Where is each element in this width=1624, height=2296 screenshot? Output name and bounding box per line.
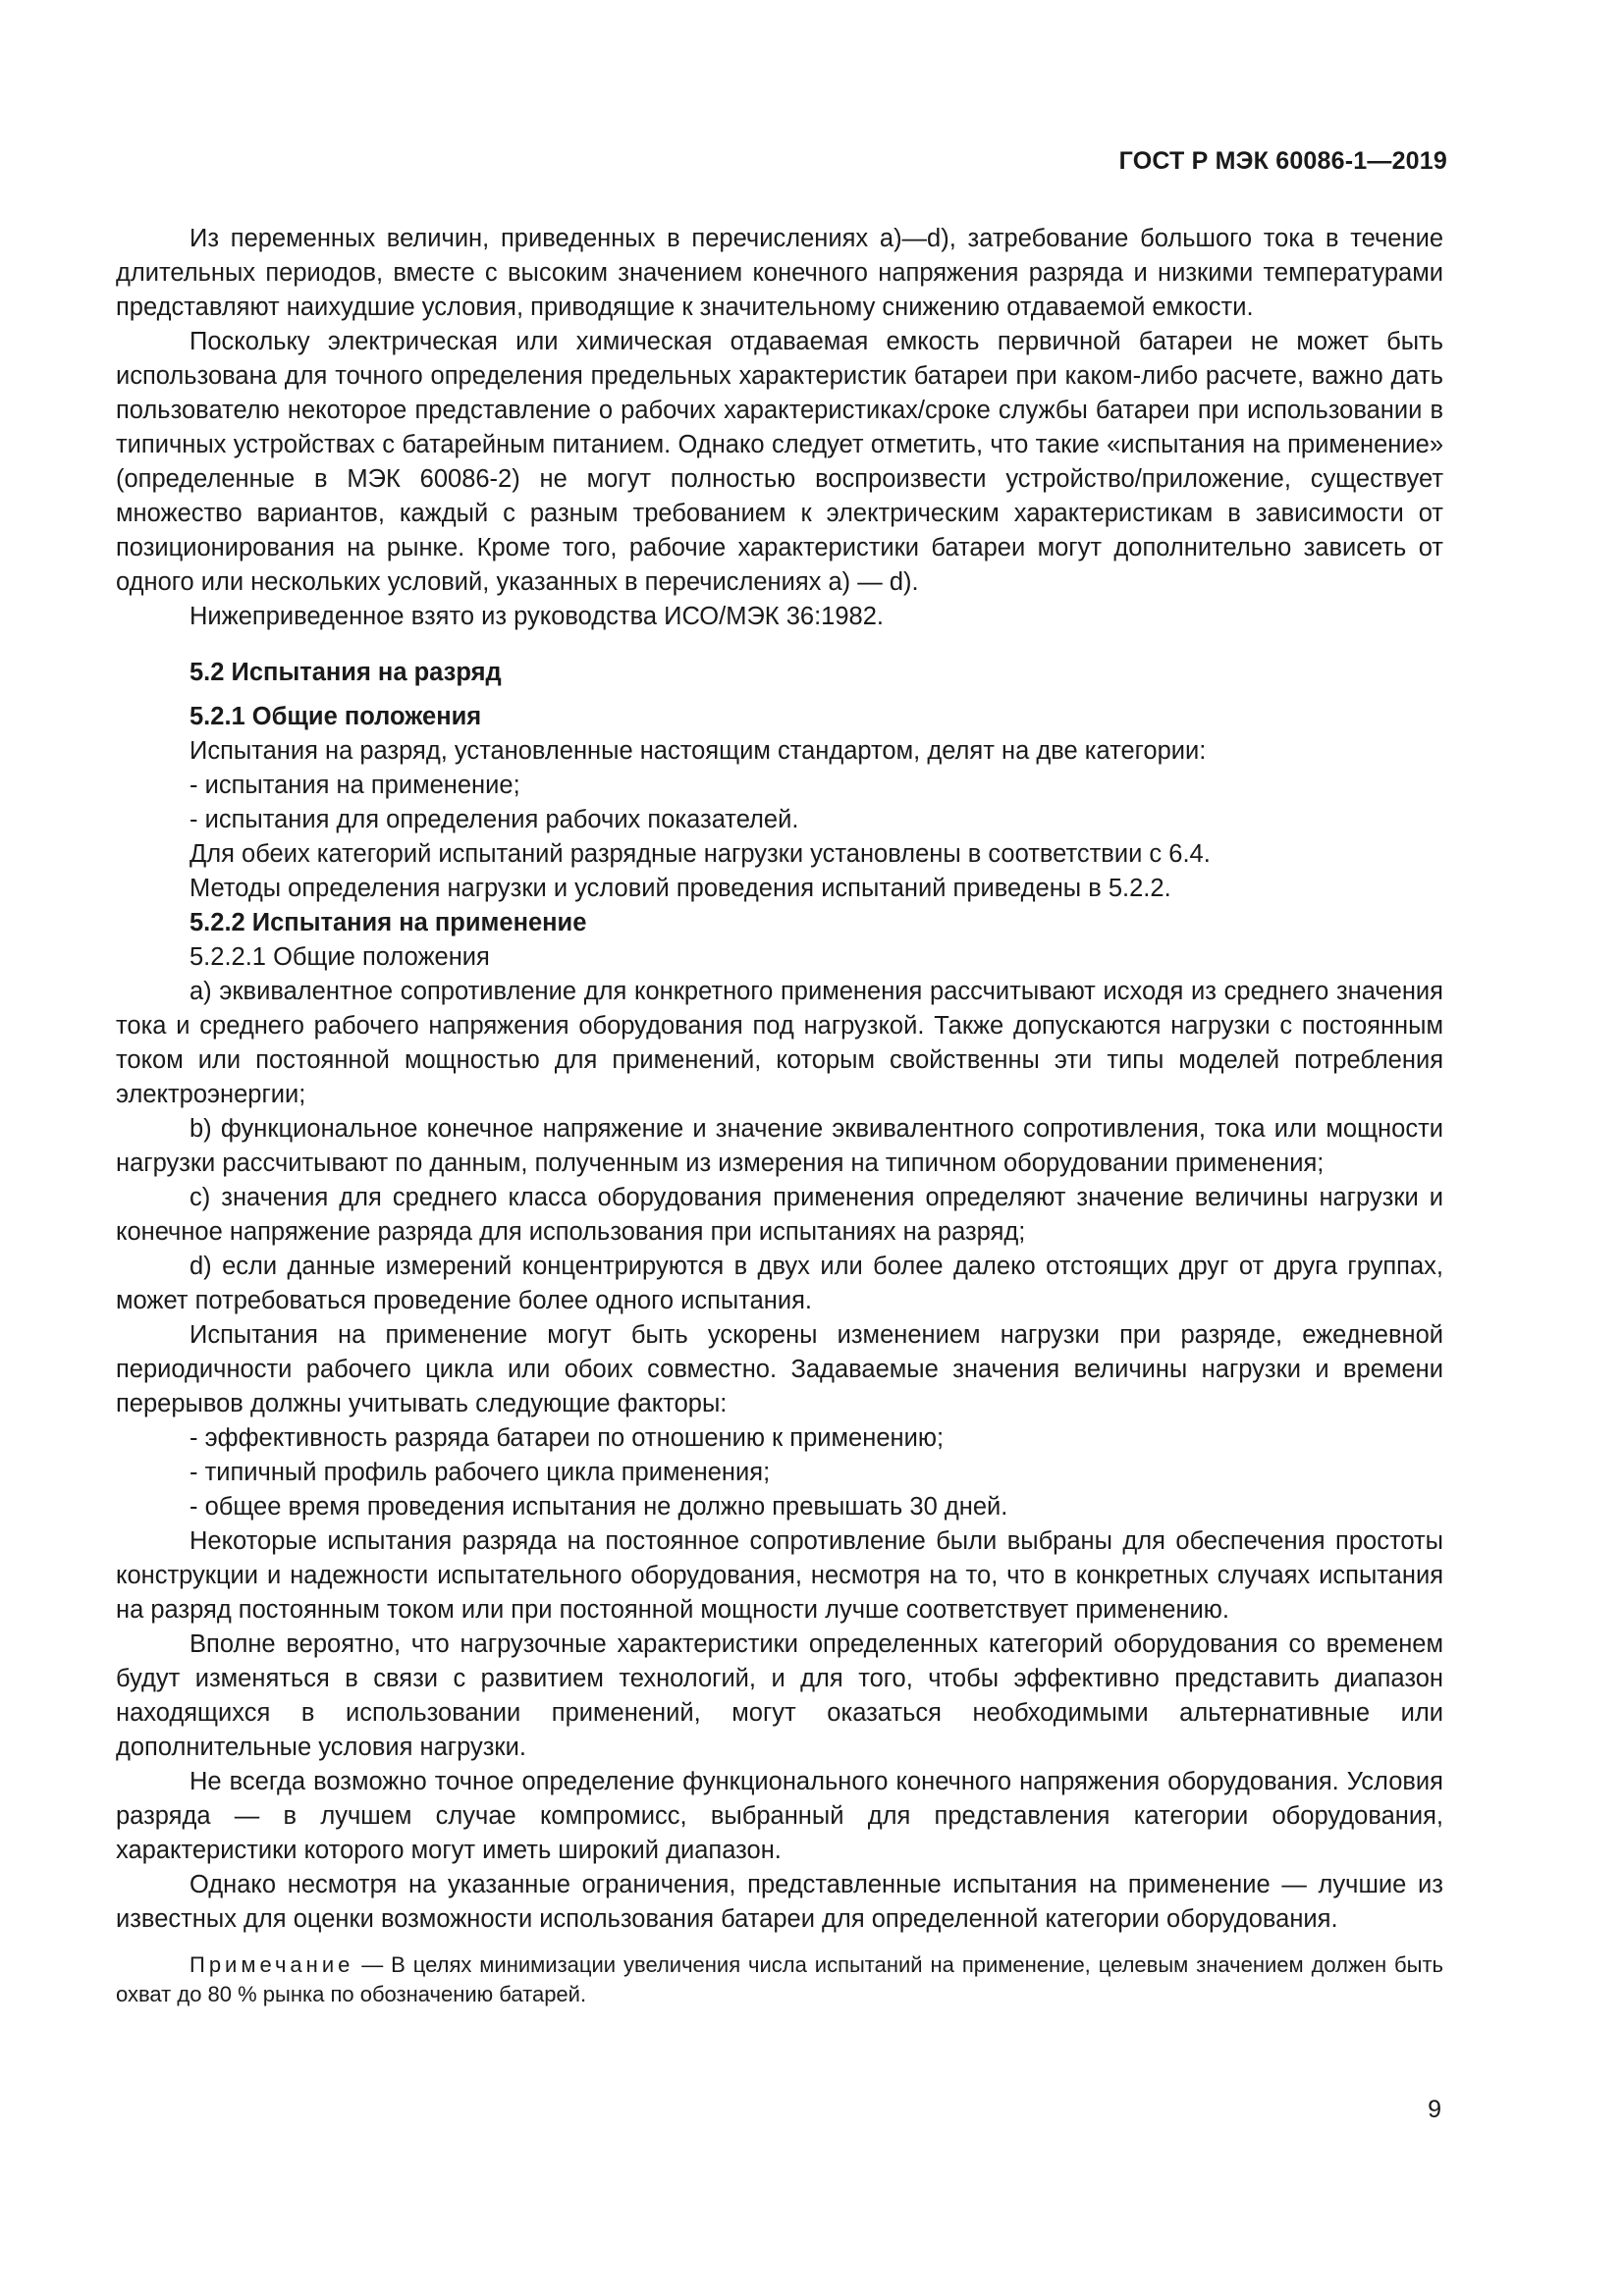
paragraph: Методы определения нагрузки и условий проведения испытаний приведены в 5.2.2. xyxy=(189,875,1171,902)
section-heading-5-2: 5.2 Испытания на разряд xyxy=(189,659,502,686)
subsection-heading-5-2-1: 5.2.1 Общие положения xyxy=(189,703,482,730)
list-item: - общее время проведения испытания не должно превышать 30 дней. xyxy=(189,1493,1008,1521)
paragraph: Испытания на применение могут быть ускорены изменением нагрузки при разряде, ежедневной периодичности рабочего цикла или обоих совместно. Задаваемые значения величины нагрузки и времени перерывов должны учитывать следующие факторы: xyxy=(116,1321,1443,1417)
paragraph: Нижеприведенное взято из руководства ИСО/МЭК 36:1982. xyxy=(189,603,884,630)
list-item: c) значения для среднего класса оборудования применения определяют значение величины нагрузки и конечное напряжение разряда для использования при испытаниях на разряд; xyxy=(116,1184,1443,1246)
note-label: Примечание xyxy=(189,1952,354,1977)
paragraph: Поскольку электрическая или химическая отдаваемая емкость первичной батареи не может быть использована для точного определения предельных характеристик батареи при каком-либо расчете, важно дать пользователю некоторое представление о рабочих характеристиках/сроке службы батареи при использовании в типичных устройствах с батарейным питанием. Однако следует отметить, что такие «испытания на применение» (определенные в МЭК 60086-2) не могут полностью воспроизвести устройство/приложение, существует множество вариантов, каждый с разным требованием к электрическим характеристикам в зависимости от позиционирования на рынке. Кроме того, рабочие характеристики батареи могут дополнительно зависеть от одного или нескольких условий, указанных в перечислениях а) — d). xyxy=(116,328,1443,596)
paragraph: Для обеих категорий испытаний разрядные нагрузки установлены в соответствии с 6.4. xyxy=(189,840,1211,868)
list-item: - эффективность разряда батареи по отношению к применению; xyxy=(189,1424,945,1452)
paragraph: Однако несмотря на указанные ограничения, представленные испытания на применение — лучшие из известных для оценки возможности использования батареи для определенной категории оборудования. xyxy=(116,1871,1443,1933)
paragraph: Из переменных величин, приведенных в перечислениях а)—d), затребование большого тока в течение длительных периодов, вместе с высоким значением конечного напряжения разряда и низкими температурами представляют наихудшие условия, приводящие к значительному снижению отдаваемой емкости. xyxy=(116,225,1443,321)
list-item: - испытания для определения рабочих показателей. xyxy=(189,806,799,833)
page-content xyxy=(116,222,1443,2009)
note-text: — В целях минимизации увеличения числа испытаний на применение, целевым значением должен быть охват до 80 % рынка по обозначению батарей. xyxy=(116,1952,1443,2006)
paragraph: Вполне вероятно, что нагрузочные характеристики определенных категорий оборудования со временем будут изменяться в связи с развитием технологий, и для того, чтобы эффективно представить диапазон находящихся в использовании применений, могут оказаться необходимыми альтернативные или дополнительные условия нагрузки. xyxy=(116,1630,1443,1761)
list-item: а) эквивалентное сопротивление для конкретного применения рассчитывают исходя из среднего значения тока и среднего рабочего напряжения оборудования под нагрузкой. Также допускаются нагрузки с постоянным током или постоянной мощностью для применений, которым свойственны эти типы моделей потребления электроэнергии; xyxy=(116,978,1443,1108)
list-item: - типичный профиль рабочего цикла применения; xyxy=(189,1459,771,1486)
subsection-heading-5-2-2: 5.2.2 Испытания на применение xyxy=(189,909,587,936)
paragraph: Некоторые испытания разряда на постоянное сопротивление были выбраны для обеспечения простоты конструкции и надежности испытательного оборудования, несмотря на то, что в конкретных случаях испытания на разряд постоянным током или при постоянной мощности лучше соответствует применению. xyxy=(116,1527,1443,1624)
sub-subsection-heading-5-2-2-1: 5.2.2.1 Общие положения xyxy=(189,943,490,971)
list-item: - испытания на применение; xyxy=(189,772,520,799)
paragraph: Не всегда возможно точное определение функционального конечного напряжения оборудования. Условия разряда — в лучшем случае компромисс, выбранный для представления категории оборудования, характеристики которого могут иметь широкий диапазон. xyxy=(116,1768,1443,1864)
note xyxy=(116,1950,1443,2009)
page-number: 9 xyxy=(1428,2096,1441,2123)
paragraph: Испытания на разряд, установленные настоящим стандартом, делят на две категории: xyxy=(189,737,1207,765)
list-item: d) если данные измерений концентрируются в двух или более далеко отстоящих друг от друга группах, может потребоваться проведение более одного испытания. xyxy=(116,1253,1443,1314)
list-item: b) функциональное конечное напряжение и значение эквивалентного сопротивления, тока или мощности нагрузки рассчитывают по данным, полученным из измерения на типичном оборудовании применения; xyxy=(116,1115,1443,1177)
document-code: ГОСТ Р МЭК 60086-1—2019 xyxy=(1118,147,1447,175)
